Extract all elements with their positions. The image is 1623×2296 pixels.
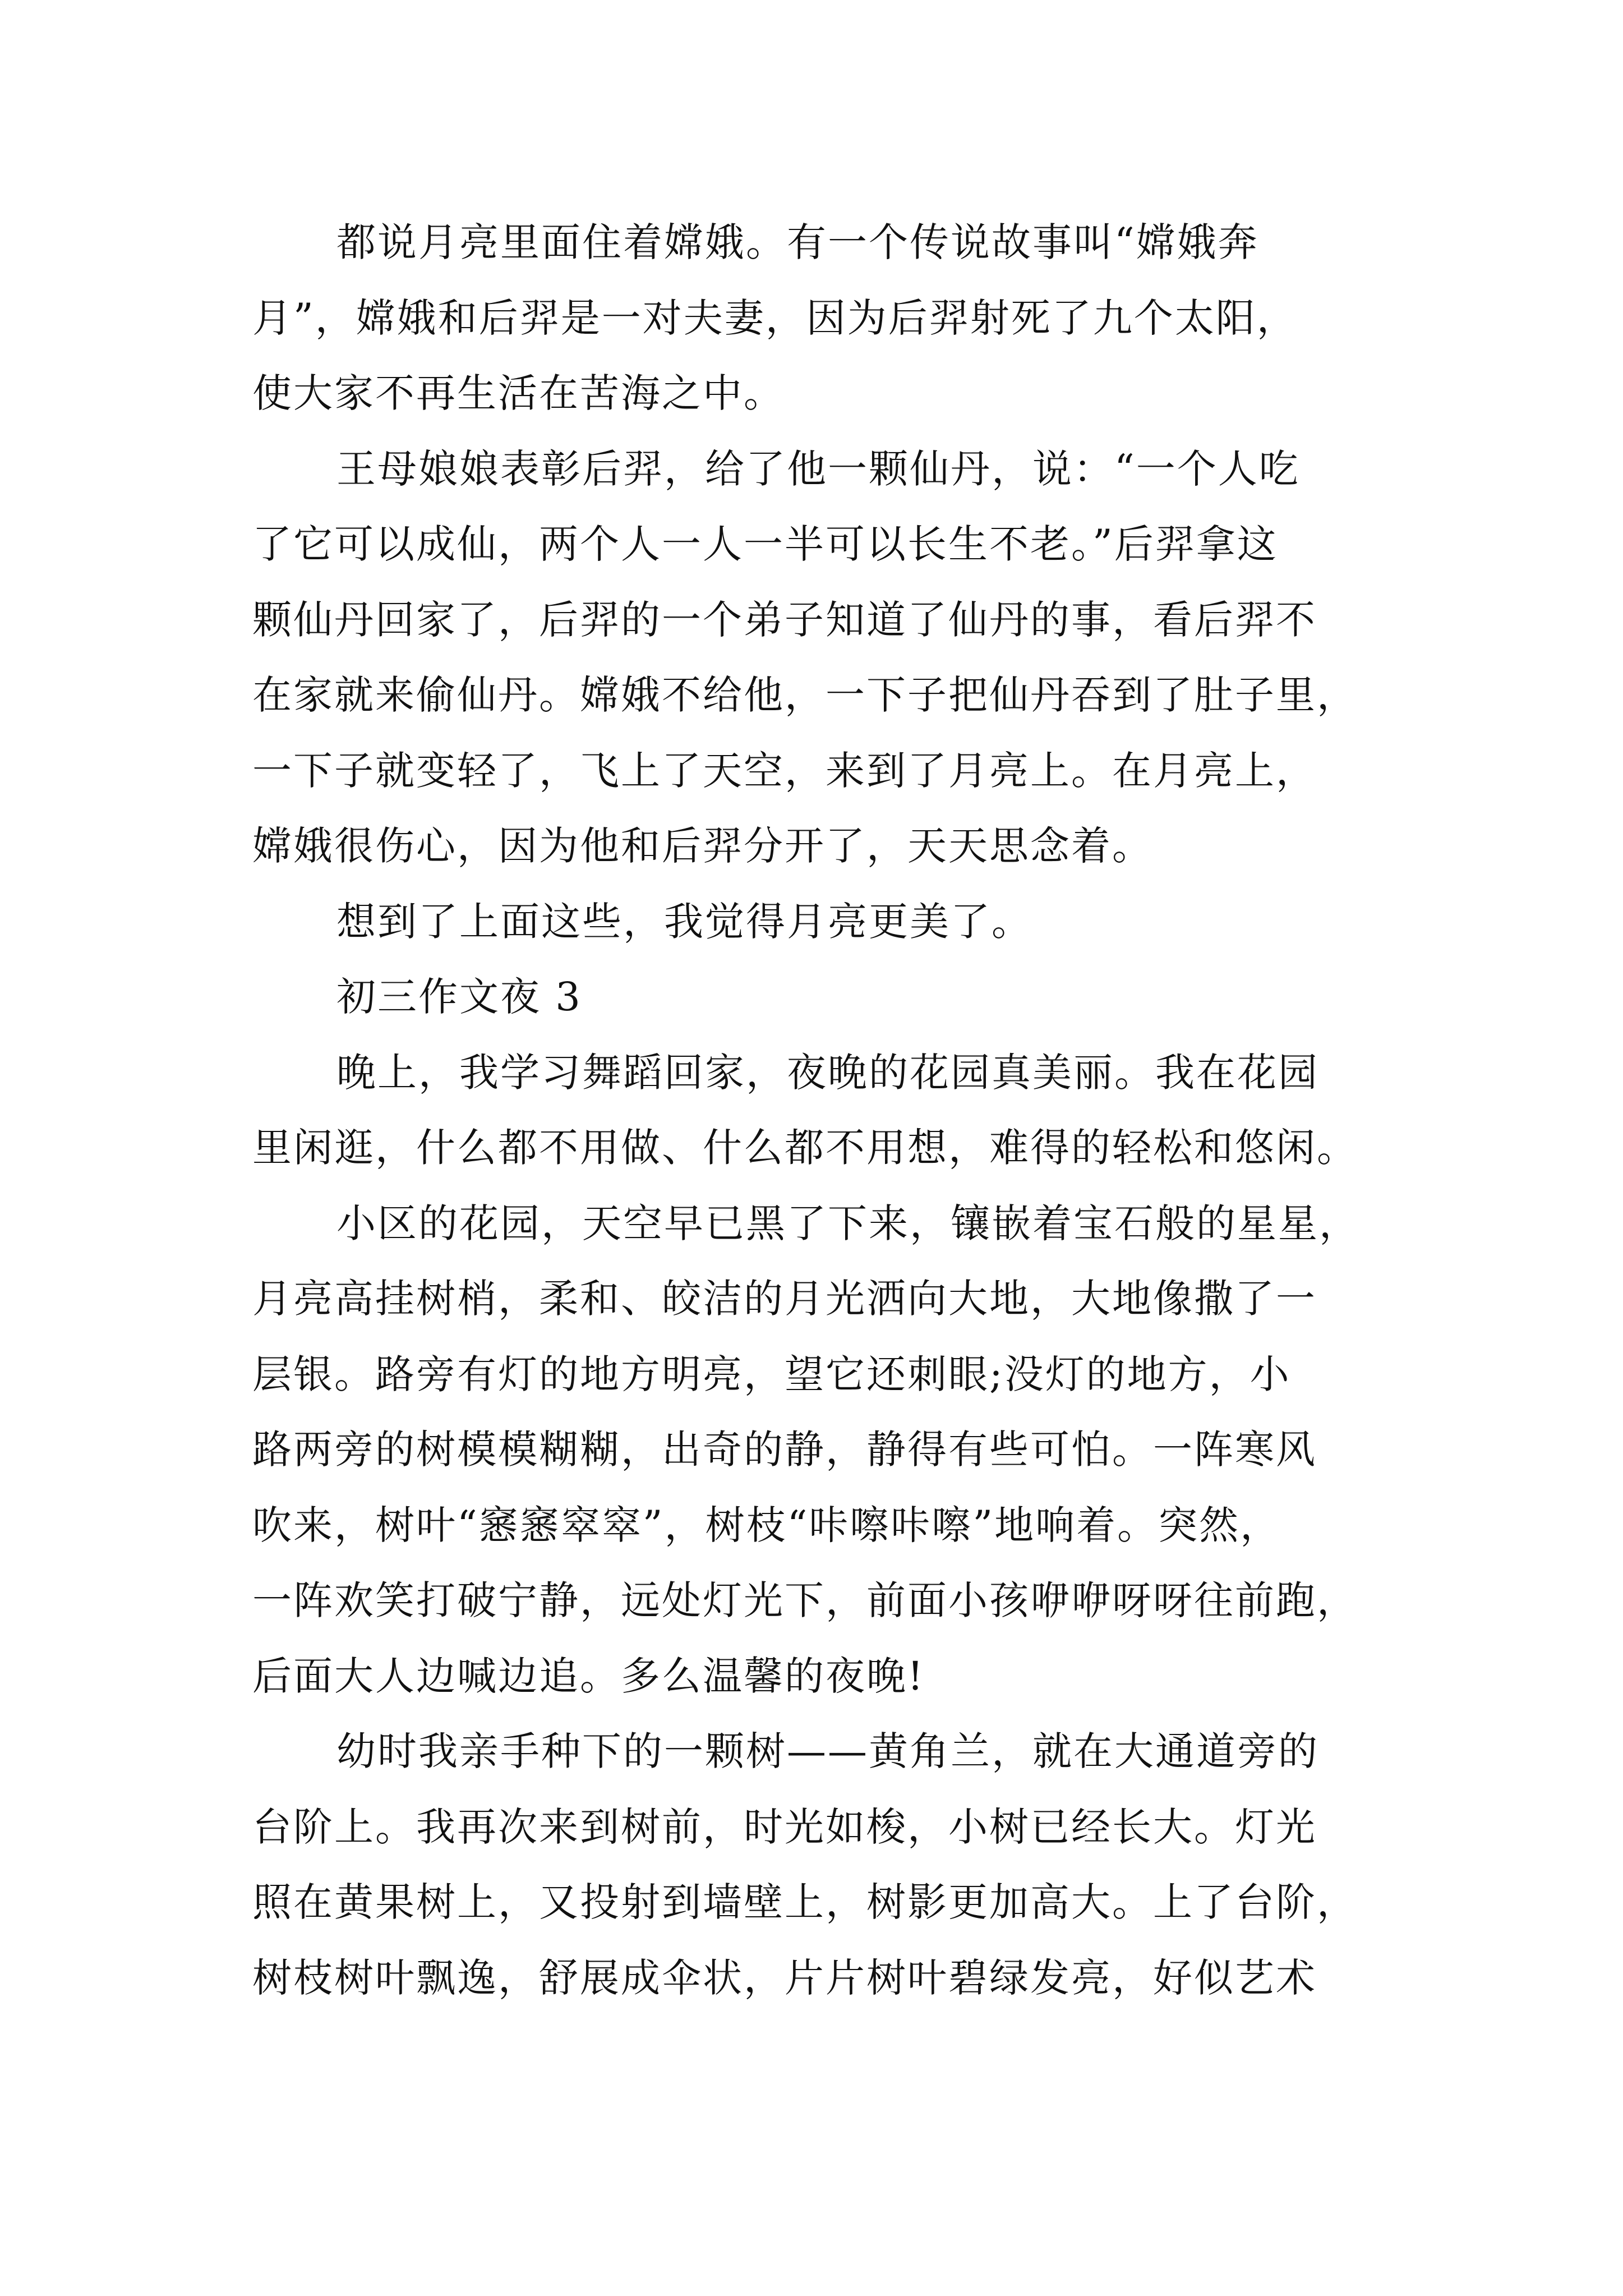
paragraph-line: 想到了上面这些，我觉得月亮更美了。	[336, 898, 1032, 945]
paragraph-line: 使大家不再生活在苦海之中。	[252, 370, 785, 416]
paragraph-line: 台阶上。我再次来到树前，时光如梭，小树已经长大。灯光	[252, 1803, 1317, 1850]
paragraph-line: 一下子就变轻了，飞上了天空，来到了月亮上。在月亮上，	[252, 747, 1317, 794]
paragraph-line: 月亮高挂树梢，柔和、皎洁的月光洒向大地，大地像撒了一	[252, 1276, 1317, 1322]
paragraph-line: 晚上，我学习舞蹈回家，夜晚的花园真美丽。我在花园	[336, 1049, 1319, 1096]
paragraph-line: 路两旁的树模模糊糊，出奇的静，静得有些可怕。一阵寒风	[252, 1427, 1317, 1473]
paragraph-line: 后面大人边喊边追。多么温馨的夜晚!	[252, 1653, 925, 1699]
paragraph-line: 嫦娥很伤心，因为他和后羿分开了，天天思念着。	[252, 823, 1153, 869]
paragraph-line: 层银。路旁有灯的地方明亮，望它还刺眼;没灯的地方，小	[252, 1351, 1291, 1397]
paragraph-line: 里闲逛，什么都不用做、什么都不用想，难得的轻松和悠闲。	[252, 1125, 1358, 1171]
document-body	[252, 205, 1380, 2016]
paragraph-line: 照在黄果树上，又投射到墙壁上，树影更加高大。上了台阶，	[252, 1879, 1358, 1925]
paragraph-line: 王母娘娘表彰后羿，给了他一颗仙丹，说：“一个人吃	[336, 445, 1300, 492]
paragraph-line: 颗仙丹回家了，后羿的一个弟子知道了仙丹的事，看后羿不	[252, 596, 1317, 643]
paragraph-line: 小区的花园，天空早已黑了下来，镶嵌着宝石般的星星，	[336, 1200, 1360, 1246]
paragraph-line: 了它可以成仙，两个人一人一半可以长生不老。”后羿拿这	[252, 521, 1278, 567]
paragraph-line: 幼时我亲手种下的一颗树——黄角兰，就在大通道旁的	[336, 1728, 1319, 1774]
paragraph-line: 都说月亮里面住着嫦娥。有一个传说故事叫“嫦娥奔	[336, 219, 1259, 265]
paragraph-line: 树枝树叶飘逸，舒展成伞状，片片树叶碧绿发亮，好似艺术	[252, 1954, 1317, 2001]
section-heading: 初三作文夜 3	[336, 974, 582, 1020]
paragraph-line: 一阵欢笑打破宁静，远处灯光下，前面小孩咿咿呀呀往前跑，	[252, 1577, 1358, 1623]
paragraph-line: 吹来，树叶“窸窸窣窣”，树枝“咔嚓咔嚓”地响着。突然，	[252, 1502, 1281, 1548]
paragraph-line: 月”，嫦娥和后羿是一对夫妻，因为后羿射死了九个太阳，	[252, 295, 1298, 341]
paragraph-line: 在家就来偷仙丹。嫦娥不给他，一下子把仙丹吞到了肚子里，	[252, 672, 1358, 718]
